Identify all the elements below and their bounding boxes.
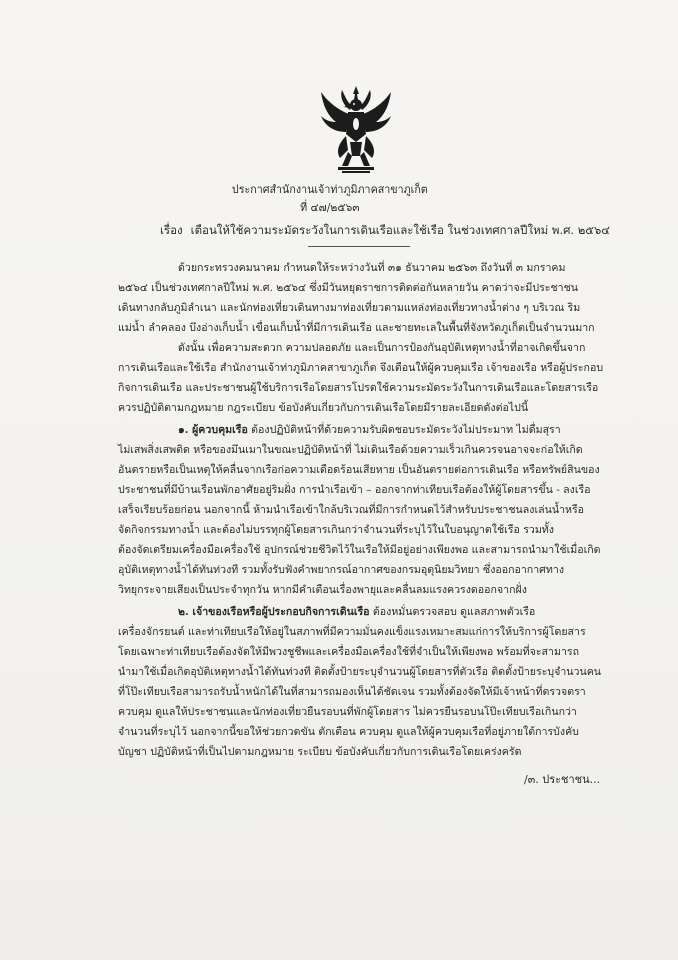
para2-line: ควรปฏิบัติตามกฎหมาย กฎระเบียบ ข้อบังคับเกี่ยวกับการเดินเรือโดยมีรายละเอียดดังต่อไปนี้ bbox=[118, 402, 529, 414]
announcement-number: ที่ ๔๗/๒๕๖๓ bbox=[300, 201, 360, 214]
section1-line: อุบัติเหตุทางน้ำได้ทันท่วงที รวมทั้งรับฟังคำพยากรณ์อากาศของกรมอุตุนิยมวิทยา ซึ่งออกอากาศทาง bbox=[118, 564, 565, 576]
section2-line: จำนวนที่ระบุไว้ นอกจากนี้ขอให้ช่วยกวดขัน ตักเตือน ควบคุม ดูแลให้ผู้ควบคุมเรือที่อยู่ภายใต้การบังคับ bbox=[118, 726, 579, 738]
section2-first-line bbox=[178, 606, 535, 619]
section2-line: ที่โป๊ะเทียบเรือสามารถรับน้ำหนักได้ในที่สามารถมองเห็นได้ชัดเจน รวมทั้งต้องจัดให้มีเจ้าหน้าที่ตรวจตรา bbox=[118, 686, 586, 698]
section1-line: ประชาชนที่มีบ้านเรือนพักอาศัยอยู่ริมฝั่ง การนำเรือเข้า – ออกจากท่าเทียบเรือต้องให้ผู้โดยสารขึ้น - ลงเรือ bbox=[118, 484, 591, 496]
para2-line: กิจการเดินเรือ และประชาชนผู้ใช้บริการเรือโดยสารโปรดใช้ความระมัดระวังในการเดินเรือและโดยสารเรือ bbox=[118, 382, 599, 394]
section2-line: ควบคุม ดูแลให้ประชาชนและนักท่องเที่ยวยืนรอบนที่พักผู้โดยสาร ไม่ควรยืนรอบนโป๊ะเทียบเรือเกินกว่า bbox=[118, 706, 577, 718]
page-continuation: /๓. ประชาชน... bbox=[524, 773, 601, 786]
subject-line bbox=[160, 222, 610, 240]
section2-line: เครื่องจักรยนต์ และท่าเทียบเรือให้อยู่ในสภาพที่มีความมั่นคงแข็งแรงเหมาะสมแก่การให้บริการผู้โดยสาร bbox=[118, 626, 586, 638]
para2-line: ดังนั้น เพื่อความสะดวก ความปลอดภัย และเป็นการป้องกันอุบัติเหตุทางน้ำที่อาจเกิดขึ้นจาก bbox=[178, 342, 586, 354]
section1-line: ต้องจัดเตรียมเครื่องมือเครื่องใช้ อุปกรณ์ช่วยชีวิตไว้ในเรือให้มีอยู่อย่างเพียงพอ และสามารถนำมาใช้เมื่อเกิด bbox=[118, 544, 601, 556]
subject-text: เตือนให้ใช้ความระมัดระวังในการเดินเรือและใช้เรือ ในช่วงเทศกาลปีใหม่ พ.ศ. ๒๕๖๔ bbox=[190, 223, 611, 237]
issuer-title: ประกาศสำนักงานเจ้าท่าภูมิภาคสาขาภูเก็ต bbox=[231, 183, 428, 196]
intro-line: ด้วยกระทรวงคมนาคม กำหนดให้ระหว่างวันที่ ๓๑ ธันวาคม ๒๕๖๓ ถึงวันที่ ๓ มกราคม bbox=[178, 262, 566, 274]
section1-line: วิทยุกระจายเสียงเป็นประจำทุกวัน หากมีคำเตือนเรื่องพายุและคลื่นลมแรงควรงดออกจากฝั่ง bbox=[118, 584, 527, 596]
section2-title: ๒. เจ้าของเรือหรือผู้ประกอบกิจการเดินเรือ bbox=[178, 606, 370, 618]
section1-line: จัดกิจกรรมทางน้ำ และต้องไม่บรรทุกผู้โดยสารเกินกว่าจำนวนที่ระบุไว้ในใบอนุญาตใช้เรือ รวมทั้ง bbox=[118, 524, 554, 536]
section1-first-line bbox=[178, 424, 561, 437]
section2-line: โดยเฉพาะท่าเทียบเรือต้องจัดให้มีพวงชูชีพและเครื่องมือเครื่องใช้ที่จำเป็นให้เพียงพอ พร้อมที่จะสามารถ bbox=[118, 646, 579, 658]
section1-title: ๑. ผู้ควบคุมเรือ bbox=[178, 424, 248, 436]
intro-line: แม่น้ำ ลำคลอง บึงอ่างเก็บน้ำ เขื่อนเก็บน้ำที่มีการเดินเรือ และชายทะเลในพื้นที่จังหวัดภูเก็ตเป็นจำนวนมาก bbox=[118, 322, 595, 334]
subject-label: เรื่อง bbox=[160, 223, 183, 237]
section1-line: ไม่เสพสิ่งเสพติด หรือของมึนเมาในขณะปฏิบัติหน้าที่ ไม่เดินเรือด้วยความเร็วเกินควรจนอาจจะก่อให้เกิด bbox=[118, 444, 583, 456]
section1-line: เสร็จเรียบร้อยก่อน นอกจากนี้ ห้ามนำเรือเข้าใกล้บริเวณที่มีการกำหนดไว้สำหรับประชาชนลงเล่นน้ำหรือ bbox=[118, 504, 585, 516]
section1-line: อันตรายหรือเป็นเหตุให้คลื่นจากเรือก่อความเดือดร้อนเสียหาย เป็นอันตรายต่อการเดินเรือ หรือทรัพย์สินของ bbox=[118, 464, 600, 476]
para2-line: การเดินเรือและใช้เรือ สำนักงานเจ้าท่าภูมิภาคสาขาภูเก็ต จึงเตือนให้ผู้ควบคุมเรือ เจ้าของเรือ หรือผู้ประกอบ bbox=[118, 362, 604, 374]
section1-first-text: ต้องปฏิบัติหน้าที่ด้วยความรับผิดชอบระมัดระวังไม่ประมาท ไม่ดื่มสุรา bbox=[247, 424, 561, 436]
garuda-emblem-icon bbox=[318, 84, 394, 176]
section2-first-text: ต้องหมั่นตรวจสอบ ดูแลสภาพตัวเรือ bbox=[369, 606, 536, 618]
header-divider bbox=[308, 246, 410, 247]
section2-line: บัญชา ปฏิบัติหน้าที่เป็นไปตามกฎหมาย ระเบียบ ข้อบังคับเกี่ยวกับการเดินเรือโดยเคร่งครัด bbox=[118, 746, 522, 758]
intro-line: เดินทางกลับภูมิลำเนา และนักท่องเที่ยวเดินทางมาท่องเที่ยวตามแหล่งท่องเที่ยวทางน้ำต่าง ๆ บริเวณ ริม bbox=[118, 302, 581, 314]
section2-line: นำมาใช้เมื่อเกิดอุบัติเหตุทางน้ำได้ทันท่วงที ติดตั้งป้ายระบุจำนวนผู้โดยสารที่ตัวเรือ ติดตั้งป้ายระบุจำนวนคน bbox=[118, 666, 602, 678]
intro-line: ๒๕๖๔ เป็นช่วงเทศกาลปีใหม่ พ.ศ. ๒๕๖๔ ซึ่งมีวันหยุดราชการติดต่อกันหลายวัน คาดว่าจะมีประชาชน bbox=[118, 282, 579, 294]
